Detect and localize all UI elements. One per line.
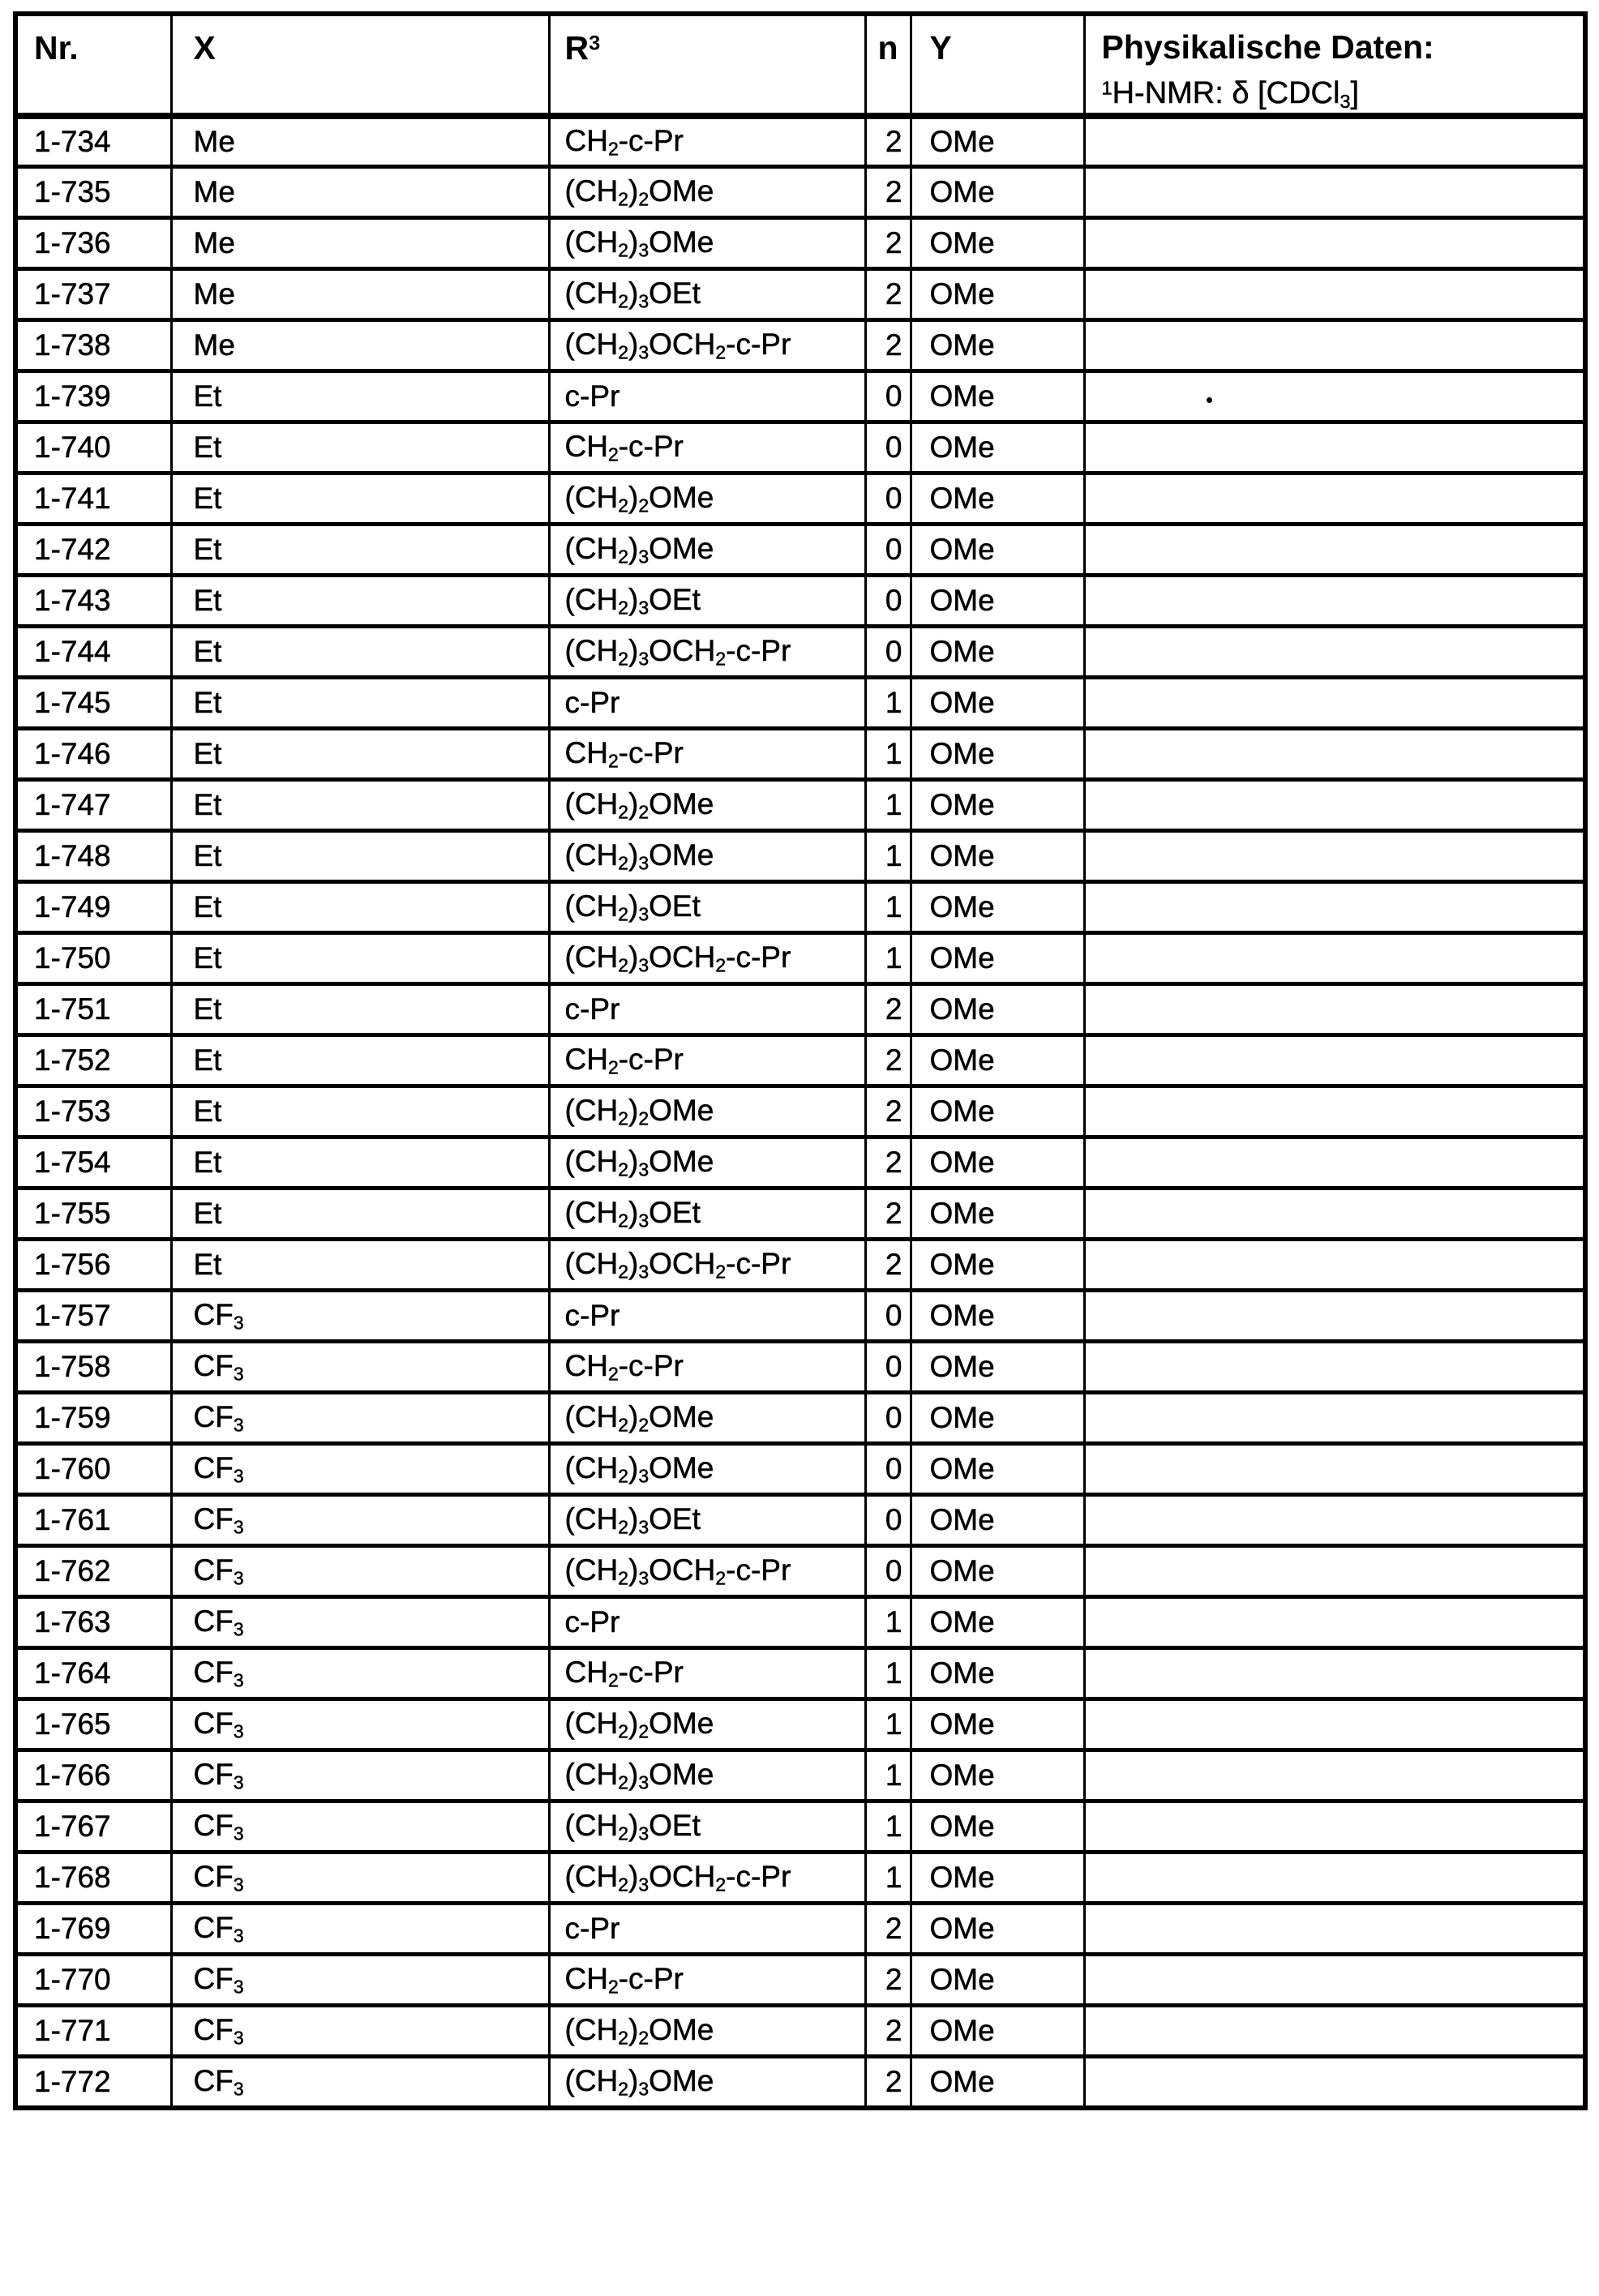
cell-r3: $(CH_2)_2OMe$ xyxy=(549,2006,865,2057)
cell-y: OMe xyxy=(911,1699,1084,1750)
header-physical-data-title: Physikalische Daten: xyxy=(1101,28,1434,66)
cell-r3: $CH_2-c-Pr$ xyxy=(549,729,865,780)
cell-r3: $(CH_2)_3OMe$ xyxy=(549,1444,865,1495)
cell-n: 1 xyxy=(865,1597,911,1648)
table-row xyxy=(15,218,1585,269)
cell-nr: 1-743 xyxy=(15,576,171,627)
cell-r3: $(CH_2)_3OEt$ xyxy=(549,1801,865,1853)
cell-x: $CF_3$ xyxy=(171,1853,549,1904)
cell-r3: $(CH_2)_3OCH_2-c-Pr$ xyxy=(549,1853,865,1904)
table-body xyxy=(15,116,1585,2108)
cell-physical-data xyxy=(1084,1444,1585,1495)
cell-physical-data xyxy=(1084,320,1585,371)
table-row xyxy=(15,371,1585,422)
cell-r3: c-Pr xyxy=(549,678,865,729)
cell-physical-data xyxy=(1084,2057,1585,2108)
cell-y: OMe xyxy=(911,1597,1084,1648)
cell-n: 2 xyxy=(865,984,911,1035)
cell-y: OMe xyxy=(911,371,1084,422)
cell-y: OMe xyxy=(911,167,1084,218)
cell-x: Et xyxy=(171,473,549,525)
cell-x: Et xyxy=(171,831,549,882)
cell-n: 2 xyxy=(865,1137,911,1189)
table-row xyxy=(15,627,1585,678)
cell-physical-data xyxy=(1084,1546,1585,1597)
table-row xyxy=(15,1801,1585,1853)
cell-r3: $CH_2-c-Pr$ xyxy=(549,422,865,473)
table-row xyxy=(15,576,1585,627)
cell-physical-data xyxy=(1084,269,1585,320)
cell-y: OMe xyxy=(911,320,1084,371)
cell-physical-data xyxy=(1084,473,1585,525)
table-row xyxy=(15,933,1585,984)
cell-nr: 1-766 xyxy=(15,1750,171,1801)
cell-y: OMe xyxy=(911,678,1084,729)
cell-r3: c-Pr xyxy=(549,1904,865,1955)
cell-x: $CF_3$ xyxy=(171,2057,549,2108)
cell-r3: $(CH_2)_2OMe$ xyxy=(549,1393,865,1444)
cell-x: $CF_3$ xyxy=(171,1955,549,2006)
cell-x: Et xyxy=(171,933,549,984)
cell-nr: 1-734 xyxy=(15,116,171,167)
cell-nr: 1-769 xyxy=(15,1904,171,1955)
cell-physical-data xyxy=(1084,1597,1585,1648)
table-row xyxy=(15,167,1585,218)
cell-r3: $(CH_2)_3OMe$ xyxy=(549,218,865,269)
cell-x: Et xyxy=(171,1189,549,1240)
compound-table xyxy=(13,11,1588,2110)
table-row xyxy=(15,473,1585,525)
cell-physical-data xyxy=(1084,1086,1585,1137)
table-row xyxy=(15,1291,1585,1342)
cell-nr: 1-741 xyxy=(15,473,171,525)
table-row xyxy=(15,1035,1585,1086)
cell-n: 2 xyxy=(865,320,911,371)
table-row xyxy=(15,2006,1585,2057)
cell-r3: $(CH_2)_3OMe$ xyxy=(549,1137,865,1189)
cell-y: OMe xyxy=(911,1648,1084,1699)
cell-physical-data xyxy=(1084,1750,1585,1801)
cell-n: 0 xyxy=(865,1546,911,1597)
cell-n: 2 xyxy=(865,1035,911,1086)
cell-x: $CF_3$ xyxy=(171,2006,549,2057)
cell-n: 0 xyxy=(865,1495,911,1546)
cell-r3: $(CH_2)_3OMe$ xyxy=(549,1750,865,1801)
cell-physical-data xyxy=(1084,1904,1585,1955)
cell-nr: 1-765 xyxy=(15,1699,171,1750)
cell-nr: 1-756 xyxy=(15,1240,171,1291)
cell-nr: 1-737 xyxy=(15,269,171,320)
cell-x: $CF_3$ xyxy=(171,1495,549,1546)
header-physical-data xyxy=(1084,14,1585,116)
cell-r3: $CH_2-c-Pr$ xyxy=(549,1035,865,1086)
cell-n: 0 xyxy=(865,1291,911,1342)
scan-artifact-dot xyxy=(1207,397,1212,403)
cell-n: 1 xyxy=(865,1801,911,1853)
cell-r3: c-Pr xyxy=(549,371,865,422)
cell-n: 2 xyxy=(865,1189,911,1240)
table-row xyxy=(15,1444,1585,1495)
cell-physical-data xyxy=(1084,1291,1585,1342)
cell-physical-data xyxy=(1084,678,1585,729)
cell-nr: 1-758 xyxy=(15,1342,171,1393)
cell-x: $CF_3$ xyxy=(171,1342,549,1393)
cell-n: 2 xyxy=(865,1240,911,1291)
cell-nr: 1-762 xyxy=(15,1546,171,1597)
cell-physical-data xyxy=(1084,831,1585,882)
cell-x: Me xyxy=(171,269,549,320)
cell-r3: c-Pr xyxy=(549,984,865,1035)
cell-n: 1 xyxy=(865,831,911,882)
cell-physical-data xyxy=(1084,1648,1585,1699)
cell-n: 1 xyxy=(865,1648,911,1699)
cell-x: $CF_3$ xyxy=(171,1904,549,1955)
cell-physical-data xyxy=(1084,1495,1585,1546)
cell-y: OMe xyxy=(911,933,1084,984)
cell-r3: $CH_2-c-Pr$ xyxy=(549,1955,865,2006)
cell-physical-data xyxy=(1084,1035,1585,1086)
header-y: Y xyxy=(911,14,1084,116)
table-row xyxy=(15,1137,1585,1189)
cell-n: 0 xyxy=(865,576,911,627)
cell-physical-data xyxy=(1084,116,1585,167)
cell-x: Et xyxy=(171,1240,549,1291)
cell-physical-data xyxy=(1084,984,1585,1035)
cell-y: OMe xyxy=(911,576,1084,627)
cell-y: OMe xyxy=(911,1240,1084,1291)
cell-x: $CF_3$ xyxy=(171,1546,549,1597)
cell-x: Me xyxy=(171,320,549,371)
cell-r3: $(CH_2)_3OMe$ xyxy=(549,525,865,576)
cell-n: 2 xyxy=(865,1086,911,1137)
header-x: X xyxy=(171,14,549,116)
table-row xyxy=(15,1546,1585,1597)
cell-x: Et xyxy=(171,1137,549,1189)
cell-x: Et xyxy=(171,984,549,1035)
cell-nr: 1-750 xyxy=(15,933,171,984)
table-row xyxy=(15,1750,1585,1801)
cell-nr: 1-754 xyxy=(15,1137,171,1189)
cell-physical-data xyxy=(1084,1342,1585,1393)
cell-nr: 1-770 xyxy=(15,1955,171,2006)
header-n: n xyxy=(865,14,911,116)
cell-nr: 1-749 xyxy=(15,882,171,933)
cell-n: 0 xyxy=(865,1444,911,1495)
cell-y: OMe xyxy=(911,269,1084,320)
cell-x: $CF_3$ xyxy=(171,1393,549,1444)
cell-physical-data xyxy=(1084,1137,1585,1189)
cell-y: OMe xyxy=(911,1444,1084,1495)
cell-physical-data xyxy=(1084,1699,1585,1750)
cell-y: OMe xyxy=(911,1342,1084,1393)
cell-y: OMe xyxy=(911,1801,1084,1853)
table-row xyxy=(15,1699,1585,1750)
cell-x: $CF_3$ xyxy=(171,1750,549,1801)
cell-x: Et xyxy=(171,780,549,831)
cell-nr: 1-772 xyxy=(15,2057,171,2108)
table-row xyxy=(15,1086,1585,1137)
cell-physical-data xyxy=(1084,1955,1585,2006)
cell-y: OMe xyxy=(911,627,1084,678)
cell-x: Et xyxy=(171,729,549,780)
header-r3: $R^3$ xyxy=(549,14,865,116)
cell-n: 0 xyxy=(865,627,911,678)
cell-y: OMe xyxy=(911,882,1084,933)
cell-physical-data xyxy=(1084,2006,1585,2057)
cell-nr: 1-738 xyxy=(15,320,171,371)
table-row xyxy=(15,1495,1585,1546)
cell-r3: $(CH_2)_3OCH_2-c-Pr$ xyxy=(549,1240,865,1291)
cell-r3: $(CH_2)_2OMe$ xyxy=(549,1699,865,1750)
cell-n: 0 xyxy=(865,1342,911,1393)
cell-y: OMe xyxy=(911,1189,1084,1240)
cell-nr: 1-760 xyxy=(15,1444,171,1495)
cell-r3: $(CH_2)_3OEt$ xyxy=(549,269,865,320)
table-row xyxy=(15,422,1585,473)
cell-y: OMe xyxy=(911,1495,1084,1546)
cell-physical-data xyxy=(1084,371,1585,422)
table-row xyxy=(15,116,1585,167)
cell-n: 2 xyxy=(865,1955,911,2006)
cell-y: OMe xyxy=(911,2006,1084,2057)
table-row xyxy=(15,1240,1585,1291)
cell-physical-data xyxy=(1084,933,1585,984)
cell-x: $CF_3$ xyxy=(171,1597,549,1648)
cell-r3: $(CH_2)_3OMe$ xyxy=(549,831,865,882)
cell-r3: c-Pr xyxy=(549,1597,865,1648)
cell-nr: 1-747 xyxy=(15,780,171,831)
cell-r3: $(CH_2)_3OCH_2-c-Pr$ xyxy=(549,933,865,984)
cell-nr: 1-735 xyxy=(15,167,171,218)
cell-y: OMe xyxy=(911,1955,1084,2006)
cell-n: 0 xyxy=(865,525,911,576)
table-row xyxy=(15,882,1585,933)
cell-n: 2 xyxy=(865,116,911,167)
cell-x: $CF_3$ xyxy=(171,1699,549,1750)
cell-r3: $CH_2-c-Pr$ xyxy=(549,1648,865,1699)
cell-y: OMe xyxy=(911,525,1084,576)
cell-y: OMe xyxy=(911,473,1084,525)
header-nr: Nr. xyxy=(15,14,171,116)
cell-y: OMe xyxy=(911,1291,1084,1342)
cell-nr: 1-763 xyxy=(15,1597,171,1648)
cell-r3: $(CH_2)_2OMe$ xyxy=(549,780,865,831)
cell-physical-data xyxy=(1084,422,1585,473)
cell-r3: $(CH_2)_3OCH_2-c-Pr$ xyxy=(549,320,865,371)
cell-n: 1 xyxy=(865,1750,911,1801)
cell-r3: $(CH_2)_3OEt$ xyxy=(549,1189,865,1240)
cell-physical-data xyxy=(1084,1801,1585,1853)
table-row xyxy=(15,729,1585,780)
cell-nr: 1-761 xyxy=(15,1495,171,1546)
cell-y: OMe xyxy=(911,729,1084,780)
table-row xyxy=(15,269,1585,320)
cell-r3: $(CH_2)_3OEt$ xyxy=(549,576,865,627)
cell-physical-data xyxy=(1084,218,1585,269)
cell-physical-data xyxy=(1084,780,1585,831)
cell-nr: 1-755 xyxy=(15,1189,171,1240)
cell-nr: 1-771 xyxy=(15,2006,171,2057)
table-row xyxy=(15,678,1585,729)
cell-n: 2 xyxy=(865,1904,911,1955)
cell-r3: $(CH_2)_2OMe$ xyxy=(549,1086,865,1137)
cell-y: OMe xyxy=(911,1393,1084,1444)
cell-n: 1 xyxy=(865,678,911,729)
cell-nr: 1-748 xyxy=(15,831,171,882)
cell-y: OMe xyxy=(911,422,1084,473)
table-row xyxy=(15,984,1585,1035)
cell-n: 0 xyxy=(865,371,911,422)
cell-r3: $(CH_2)_2OMe$ xyxy=(549,473,865,525)
cell-physical-data xyxy=(1084,576,1585,627)
cell-n: 2 xyxy=(865,2006,911,2057)
cell-physical-data xyxy=(1084,627,1585,678)
cell-nr: 1-739 xyxy=(15,371,171,422)
cell-x: Et xyxy=(171,1035,549,1086)
cell-x: Et xyxy=(171,525,549,576)
cell-y: OMe xyxy=(911,1086,1084,1137)
cell-nr: 1-757 xyxy=(15,1291,171,1342)
cell-n: 1 xyxy=(865,1699,911,1750)
cell-r3: $(CH_2)_3OEt$ xyxy=(549,1495,865,1546)
cell-nr: 1-736 xyxy=(15,218,171,269)
cell-y: OMe xyxy=(911,831,1084,882)
table-row xyxy=(15,1955,1585,2006)
cell-r3: $(CH_2)_3OEt$ xyxy=(549,882,865,933)
cell-n: 1 xyxy=(865,780,911,831)
table-row xyxy=(15,1342,1585,1393)
table-row xyxy=(15,1853,1585,1904)
table-row xyxy=(15,320,1585,371)
table-row xyxy=(15,1189,1585,1240)
cell-x: $CF_3$ xyxy=(171,1444,549,1495)
cell-r3: c-Pr xyxy=(549,1291,865,1342)
cell-x: Et xyxy=(171,576,549,627)
table-row xyxy=(15,831,1585,882)
header-row xyxy=(15,14,1585,116)
cell-n: 2 xyxy=(865,269,911,320)
cell-nr: 1-768 xyxy=(15,1853,171,1904)
cell-n: 2 xyxy=(865,2057,911,2108)
cell-r3: $(CH_2)_3OMe$ xyxy=(549,2057,865,2108)
cell-n: 0 xyxy=(865,422,911,473)
cell-nr: 1-751 xyxy=(15,984,171,1035)
cell-n: 1 xyxy=(865,729,911,780)
cell-n: 0 xyxy=(865,473,911,525)
table-row xyxy=(15,1597,1585,1648)
cell-y: OMe xyxy=(911,1853,1084,1904)
cell-nr: 1-745 xyxy=(15,678,171,729)
cell-physical-data xyxy=(1084,882,1585,933)
cell-physical-data xyxy=(1084,1393,1585,1444)
cell-x: Me xyxy=(171,167,549,218)
cell-x: Et xyxy=(171,422,549,473)
cell-y: OMe xyxy=(911,1750,1084,1801)
cell-nr: 1-764 xyxy=(15,1648,171,1699)
table-row xyxy=(15,1393,1585,1444)
table-row xyxy=(15,2057,1585,2108)
cell-physical-data xyxy=(1084,1853,1585,1904)
cell-physical-data xyxy=(1084,525,1585,576)
table-header xyxy=(15,14,1585,116)
cell-x: Et xyxy=(171,371,549,422)
cell-n: 1 xyxy=(865,933,911,984)
cell-n: 2 xyxy=(865,167,911,218)
cell-nr: 1-753 xyxy=(15,1086,171,1137)
cell-n: 0 xyxy=(865,1393,911,1444)
cell-physical-data xyxy=(1084,1240,1585,1291)
cell-y: OMe xyxy=(911,780,1084,831)
cell-y: OMe xyxy=(911,1904,1084,1955)
cell-r3: $CH_2-c-Pr$ xyxy=(549,1342,865,1393)
cell-y: OMe xyxy=(911,1137,1084,1189)
cell-x: Et xyxy=(171,882,549,933)
cell-y: OMe xyxy=(911,2057,1084,2108)
cell-x: Et xyxy=(171,627,549,678)
cell-y: OMe xyxy=(911,984,1084,1035)
cell-r3: $(CH_2)_3OCH_2-c-Pr$ xyxy=(549,1546,865,1597)
cell-x: Me xyxy=(171,218,549,269)
cell-physical-data xyxy=(1084,1189,1585,1240)
header-physical-data-subtitle: $^1$H-NMR: δ [CDCl$_3$] xyxy=(1101,76,1360,112)
table-row xyxy=(15,1648,1585,1699)
cell-n: 2 xyxy=(865,218,911,269)
cell-nr: 1-744 xyxy=(15,627,171,678)
cell-nr: 1-752 xyxy=(15,1035,171,1086)
cell-y: OMe xyxy=(911,116,1084,167)
cell-x: Et xyxy=(171,1086,549,1137)
cell-y: OMe xyxy=(911,1546,1084,1597)
cell-nr: 1-746 xyxy=(15,729,171,780)
cell-x: Me xyxy=(171,116,549,167)
cell-y: OMe xyxy=(911,1035,1084,1086)
cell-x: Et xyxy=(171,678,549,729)
table-row xyxy=(15,1904,1585,1955)
cell-nr: 1-742 xyxy=(15,525,171,576)
cell-nr: 1-759 xyxy=(15,1393,171,1444)
cell-r3: $CH_2-c-Pr$ xyxy=(549,116,865,167)
table-row xyxy=(15,780,1585,831)
cell-r3: $(CH_2)_3OCH_2-c-Pr$ xyxy=(549,627,865,678)
cell-r3: $(CH_2)_2OMe$ xyxy=(549,167,865,218)
cell-n: 1 xyxy=(865,1853,911,1904)
table-row xyxy=(15,525,1585,576)
cell-x: $CF_3$ xyxy=(171,1291,549,1342)
cell-x: $CF_3$ xyxy=(171,1648,549,1699)
cell-x: $CF_3$ xyxy=(171,1801,549,1853)
cell-n: 1 xyxy=(865,882,911,933)
cell-physical-data xyxy=(1084,167,1585,218)
cell-y: OMe xyxy=(911,218,1084,269)
cell-nr: 1-740 xyxy=(15,422,171,473)
cell-physical-data xyxy=(1084,729,1585,780)
cell-nr: 1-767 xyxy=(15,1801,171,1853)
